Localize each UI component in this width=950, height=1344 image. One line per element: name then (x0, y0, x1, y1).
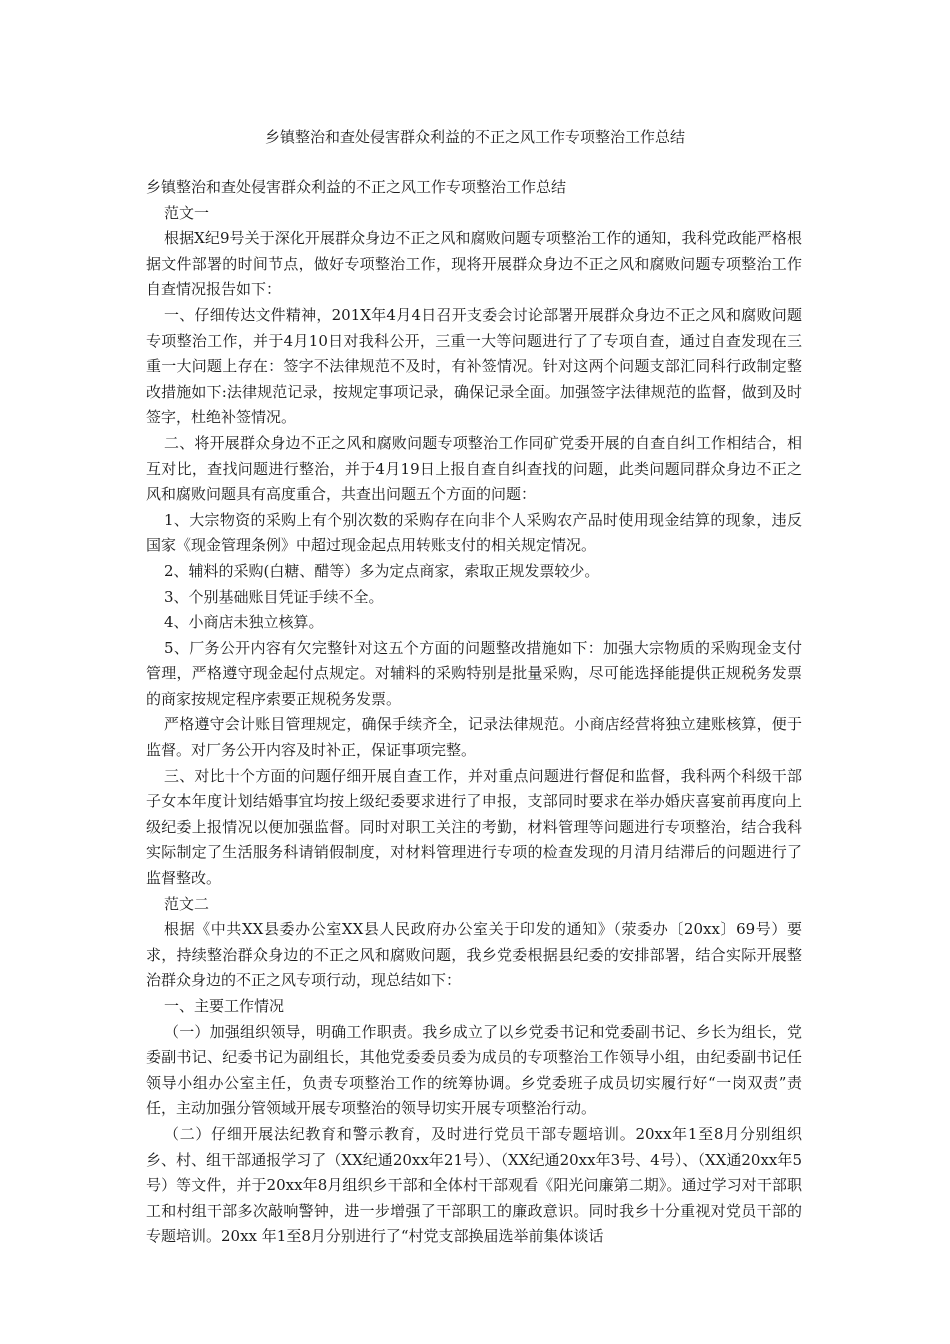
paragraph: 1、大宗物资的采购上有个别次数的采购存在向非个人采购农产品时使用现金结算的现象，违反国家《现金管理条例》中超过现金起点用转账支付的相关规定情况。 (146, 510, 802, 555)
paragraph: 二、将开展群众身边不正之风和腐败问题专项整治工作同矿党委开展的自查自纠工作相结合，相互对比，查找问题进行整治，并于4月19日上报自查自纠查找的问题，此类问题同群众身边不正之风和腐败问题具有高度重合，共查出问题五个方面的问题： (146, 433, 802, 504)
paragraph: 5、厂务公开内容有欠完整针对这五个方面的问题整改措施如下：加强大宗物质的采购现金支付管理，严格遵守现金起付点规定。对辅料的采购特别是批量采购，尽可能选择能提供正规税务发票的商家按规定程序索要正规税务发票。 (146, 638, 802, 708)
paragraph: 2、辅料的采购(白糖、醋等）多为定点商家，索取正规发票较少。 (164, 561, 600, 580)
paragraph: 根据《中共XX县委办公室XX县人民政府办公室关于印发的通知》（荥委办〔20xx〕69号）要求，持续整治群众身边的不正之风和腐败问题，我乡党委根据县纪委的安排部署，结合实际开展整治群众身边的不正之风专项行动，现总结如下： (146, 920, 802, 990)
paragraph: 范文二 (164, 894, 210, 913)
paragraph: 范文一 (164, 203, 210, 222)
paragraph: 乡镇整治和查处侵害群众利益的不正之风工作专项整治工作总结 (146, 178, 567, 196)
document-body (146, 175, 802, 1250)
paragraph: 4、小商店未独立核算。 (164, 613, 324, 632)
paragraph: （二）仔细开展法纪教育和警示教育，及时进行党员干部专题培训。20xx年1至8月分别组织乡、村、组干部通报学习了（XX纪通20xx年21号）、（XX纪通20xx年3号、4号）、（XX通20xx年5号）等文件，并于20xx年8月组织乡干部和全体村干部观看《阳光问廉第二期》。通过学习对干部职工和村组干部多次敲响警钟，进一步增强了干部职工的廉政意识。同时我乡十分重视对党员干部的专题培训。20xx 年1至8月分别进行了“村党支部换届选举前集体谈话 (146, 1124, 802, 1246)
paragraph: 一、主要工作情况 (164, 997, 285, 1015)
paragraph: 根据X纪9号关于深化开展群众身边不正之风和腐败问题专项整治工作的通知，我科党政能严格根据文件部署的时间节点，做好专项整治工作，现将开展群众身边不正之风和腐败问题专项整治工作自查情况报告如下： (146, 229, 802, 299)
paragraph: 3、个别基础账目凭证手续不全。 (164, 587, 384, 606)
paragraph: 严格遵守会计账目管理规定，确保手续齐全，记录法律规范。小商店经营将独立建账核算，便于监督。对厂务公开内容及时补正，保证事项完整。 (146, 715, 802, 760)
paragraph: 三、对比十个方面的问题仔细开展自查工作，并对重点问题进行督促和监督，我科两个科级干部子女本年度计划结婚事宜均按上级纪委要求进行了申报，支部同时要求在举办婚庆喜宴前再度向上级纪委上报情况以便加强监督。同时对职工关注的考勤，材料管理等问题进行专项整治，结合我科实际制定了生活服务科请销假制度，对材料管理进行专项的检查发现的月清月结滞后的问题进行了监督整改。 (146, 766, 802, 888)
paragraph: （一）加强组织领导，明确工作职责。我乡成立了以乡党委书记和党委副书记、乡长为组长，党委副书记、纪委书记为副组长，其他党委委员委为成员的专项整治工作领导小组，由纪委副书记任领导小组办公室主任，负责专项整治工作的统筹协调。乡党委班子成员切实履行好“一岗双责”责任，主动加强分管领域开展专项整治的领导切实开展专项整治行动。 (146, 1022, 802, 1118)
document-title: 乡镇整治和查处侵害群众利益的不正之风工作专项整治工作总结 (264, 128, 685, 146)
paragraph: 一、仔细传达文件精神，201X年4月4日召开支委会讨论部署开展群众身边不正之风和腐败问题专项整治工作，并于4月10日对我科公开，三重一大等问题进行了了专项自查，通过自查发现在三重一大问题上存在：签字不法律规范不及时，有补签情况。针对这两个问题支部汇同科行政制定整改措施如下:法律规范记录，按规定事项记录，确保记录全面。加强签字法律规范的监督，做到及时签字，杜绝补签情况。 (146, 305, 802, 427)
